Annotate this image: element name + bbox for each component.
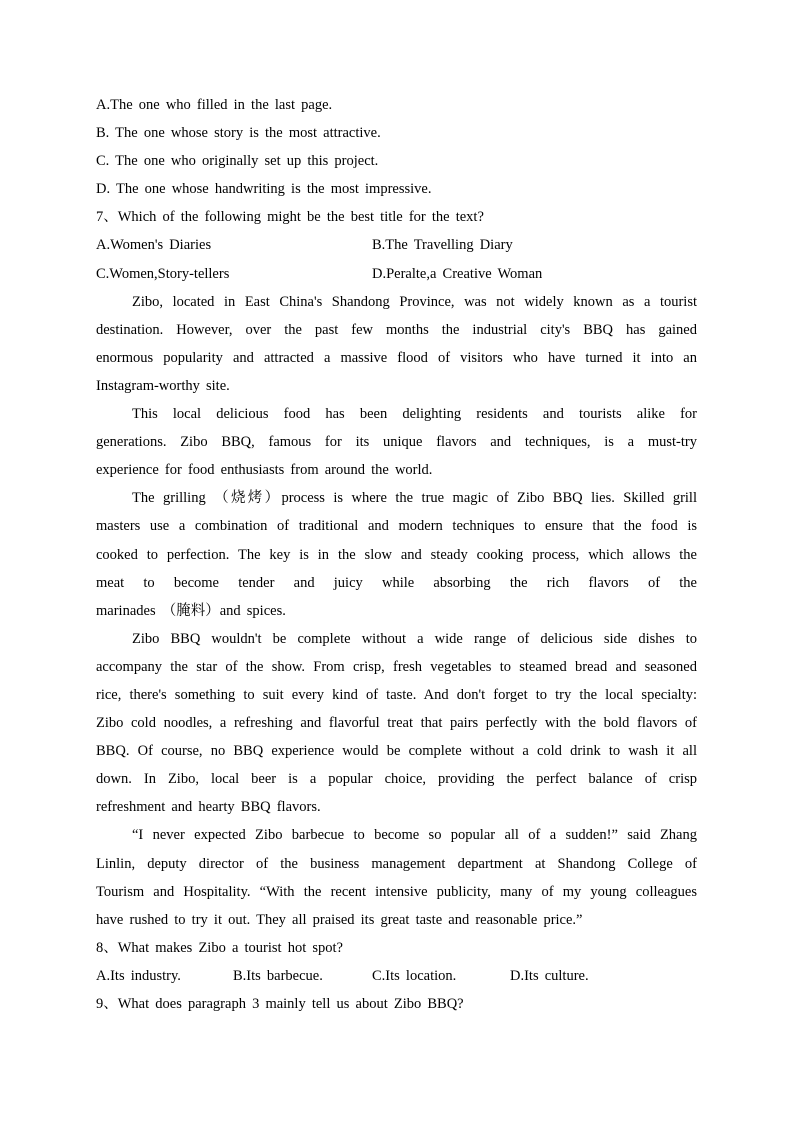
paragraph-line: experience for food enthusiasts from around the world.	[96, 462, 433, 479]
question-7-option-a: A.Women's Diaries	[96, 237, 212, 254]
paragraph-line: The grilling （烧烤）process is where the true magic of Zibo BBQ lies. Skilled grill	[132, 490, 697, 507]
paragraph-line: Zibo, located in East China's Shandong Province, was not widely known as a tourist	[132, 293, 697, 310]
paragraph-line: down. In Zibo, local beer is a popular choice, providing the perfect balance of crisp	[96, 771, 697, 788]
paragraph-line: marinades （腌料）and spices.	[96, 602, 286, 619]
question-9-stem: 9、What does paragraph 3 mainly tell us about Zibo BBQ?	[96, 996, 464, 1012]
passage-paragraph-2	[96, 400, 697, 484]
reading-passage	[96, 288, 697, 934]
paragraph-line: refreshment and hearty BBQ flavors.	[96, 799, 321, 816]
question-6-option-d: D. The one whose handwriting is the most impressive.	[96, 181, 432, 198]
question-7-option-d: D.Peralte,a Creative Woman	[372, 265, 543, 282]
passage-paragraph-4	[96, 625, 697, 822]
passage-paragraph-5	[96, 821, 697, 933]
paragraph-line: Linlin, deputy director of the business management department at Shandong College of	[96, 855, 697, 872]
question-8-option-b: B.Its barbecue.	[233, 967, 323, 984]
question-8-option-a: A.Its industry.	[96, 967, 181, 984]
paragraph-line: accompany the star of the show. From crisp, fresh vegetables to steamed bread and seasoned	[96, 658, 697, 675]
question-7-option-b: B.The Travelling Diary	[372, 237, 513, 254]
question-6-option-c: C. The one who originally set up this project.	[96, 153, 379, 170]
paragraph-line: enormous popularity and attracted a massive flood of visitors who have turned it into an	[96, 349, 697, 366]
paragraph-line: This local delicious food has been delighting residents and tourists alike for	[132, 406, 697, 423]
paragraph-line: have rushed to try it out. They all praised its great taste and reasonable price.”	[96, 911, 583, 928]
question-7-option-row-1	[96, 231, 697, 259]
passage-paragraph-3	[96, 484, 697, 624]
paragraph-line: Tourism and Hospitality. “With the recent intensive publicity, many of my young colleagues	[96, 883, 697, 900]
question-6-option-list	[96, 91, 697, 203]
paragraph-line: Zibo BBQ wouldn't be complete without a wide range of delicious side dishes to	[132, 630, 697, 647]
question-8-option-c: C.Its location.	[372, 967, 457, 984]
question-9	[96, 990, 697, 1018]
question-8-option-d: D.Its culture.	[510, 967, 589, 984]
question-8-option-row	[96, 962, 697, 990]
question-7	[96, 203, 697, 287]
question-6-option-b: B. The one whose story is the most attractive.	[96, 125, 381, 142]
paragraph-line: cooked to perfection. The key is in the slow and steady cooking process, which allows the	[96, 546, 697, 563]
question-7-option-row-2	[96, 260, 697, 288]
passage-paragraph-1	[96, 288, 697, 400]
question-8	[96, 934, 697, 990]
paragraph-line: meat to become tender and juicy while absorbing the rich flavors of the	[96, 574, 697, 591]
paragraph-line: destination. However, over the past few months the industrial city's BBQ has gained	[96, 321, 697, 338]
paragraph-line: masters use a combination of traditional and modern techniques to ensure that the food is	[96, 518, 697, 535]
paragraph-line: “I never expected Zibo barbecue to become so popular all of a sudden!” said Zhang	[132, 827, 697, 844]
paragraph-line: BBQ. Of course, no BBQ experience would be complete without a cold drink to wash it all	[96, 743, 697, 760]
question-8-stem: 8、What makes Zibo a tourist hot spot?	[96, 939, 343, 956]
question-6-option-a: A.The one who filled in the last page.	[96, 97, 333, 113]
paragraph-line: Zibo cold noodles, a refreshing and flavorful treat that pairs perfectly with the bold flavors of	[96, 715, 697, 732]
paragraph-line: Instagram-worthy site.	[96, 377, 230, 394]
question-7-stem: 7、Which of the following might be the best title for the text?	[96, 209, 484, 226]
question-7-option-c: C.Women,Story-tellers	[96, 265, 230, 282]
paragraph-line: rice, there's something to suit every kind of taste. And don't forget to try the local specialty:	[96, 686, 697, 703]
paragraph-line: generations. Zibo BBQ, famous for its unique flavors and techniques, is a must-try	[96, 434, 697, 451]
